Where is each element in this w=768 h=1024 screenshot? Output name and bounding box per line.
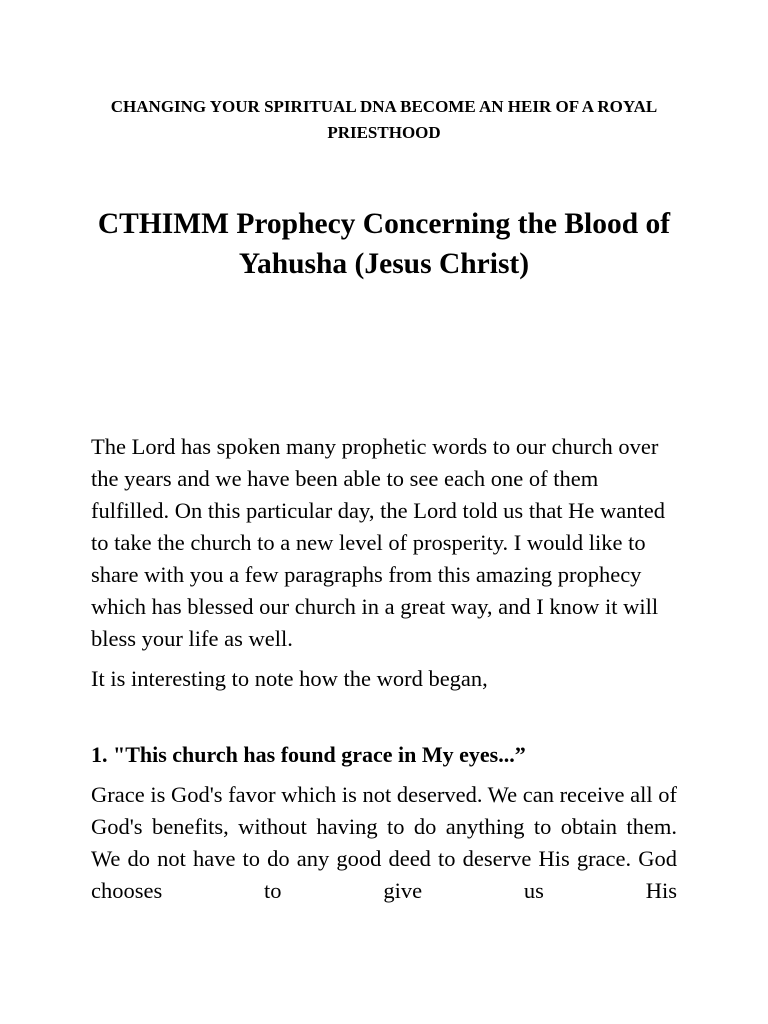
section-heading: 1. "This church has found grace in My eyes...”	[91, 742, 526, 767]
document-page	[91, 0, 677, 1024]
intro-paragraph: The Lord has spoken many prophetic words to our church over the years and we have been able to see each one of them fulfilled. On this particular day, the Lord told us that He wanted to take the church to a new level of prosperity. I would like to share with you a few paragraphs from this amazing prophecy which has blessed our church in a great way, and I know it will bless your life as well.	[91, 434, 666, 651]
document-header: CHANGING YOUR SPIRITUAL DNA BECOME AN HEIR OF A ROYAL PRIESTHOOD	[110, 97, 658, 142]
document-title: CTHIMM Prophecy Concerning the Blood of Yahusha (Jesus Christ)	[97, 208, 671, 280]
section-paragraph: Grace is God's favor which is not deserved. We can receive all of God's benefits, without having to do anything to obtain them. We do not have to do any good deed to deserve His grace. God chooses to give us His	[91, 782, 677, 903]
lead-in-paragraph: It is interesting to note how the word began,	[91, 666, 488, 691]
